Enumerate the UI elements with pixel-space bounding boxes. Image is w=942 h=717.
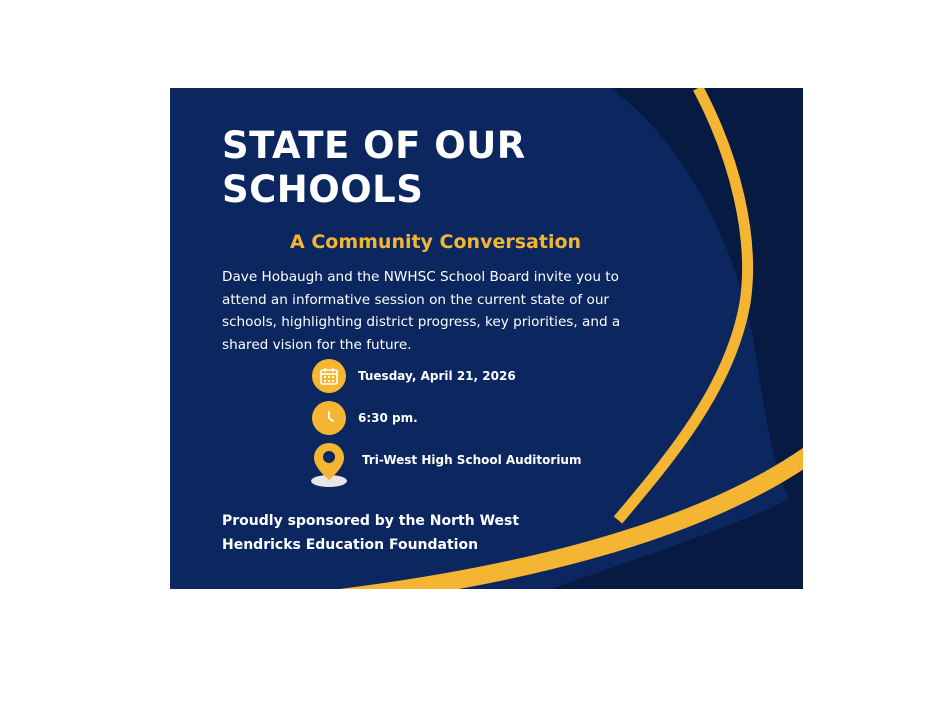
event-time-row (312, 400, 418, 436)
calendar-icon (312, 359, 346, 393)
title-line-2: SCHOOLS (222, 168, 424, 211)
flyer-title (222, 124, 526, 212)
sponsor-line-2: Hendricks Education Foundation (222, 537, 479, 553)
title-line-1: STATE OF OUR (222, 124, 526, 167)
flyer-subtitle: A Community Conversation (290, 231, 582, 253)
intro-line-1: Dave Hobaugh and the NWHSC School Board invite you to (222, 269, 619, 285)
sponsor-line-1: Proudly sponsored by the North West (222, 513, 520, 529)
intro-line-2: attend an informative session on the current state of our (222, 291, 610, 308)
event-location-row (312, 442, 581, 488)
event-date: Tuesday, April 21, 2026 (358, 369, 516, 383)
event-time: 6:30 pm. (358, 411, 418, 425)
event-location: Tri-West High School Auditorium (362, 453, 582, 467)
sponsor-text (222, 509, 519, 557)
dark-wave-bottom (550, 493, 803, 589)
intro-paragraph (222, 266, 692, 356)
clock-icon (312, 401, 346, 435)
location-pin-icon (309, 442, 349, 488)
event-flyer (170, 88, 803, 589)
intro-line-4: shared vision for the future. (222, 336, 412, 353)
intro-line-3: schools, highlighting district progress, key priorities, and a (222, 314, 621, 330)
event-date-row (312, 358, 516, 394)
